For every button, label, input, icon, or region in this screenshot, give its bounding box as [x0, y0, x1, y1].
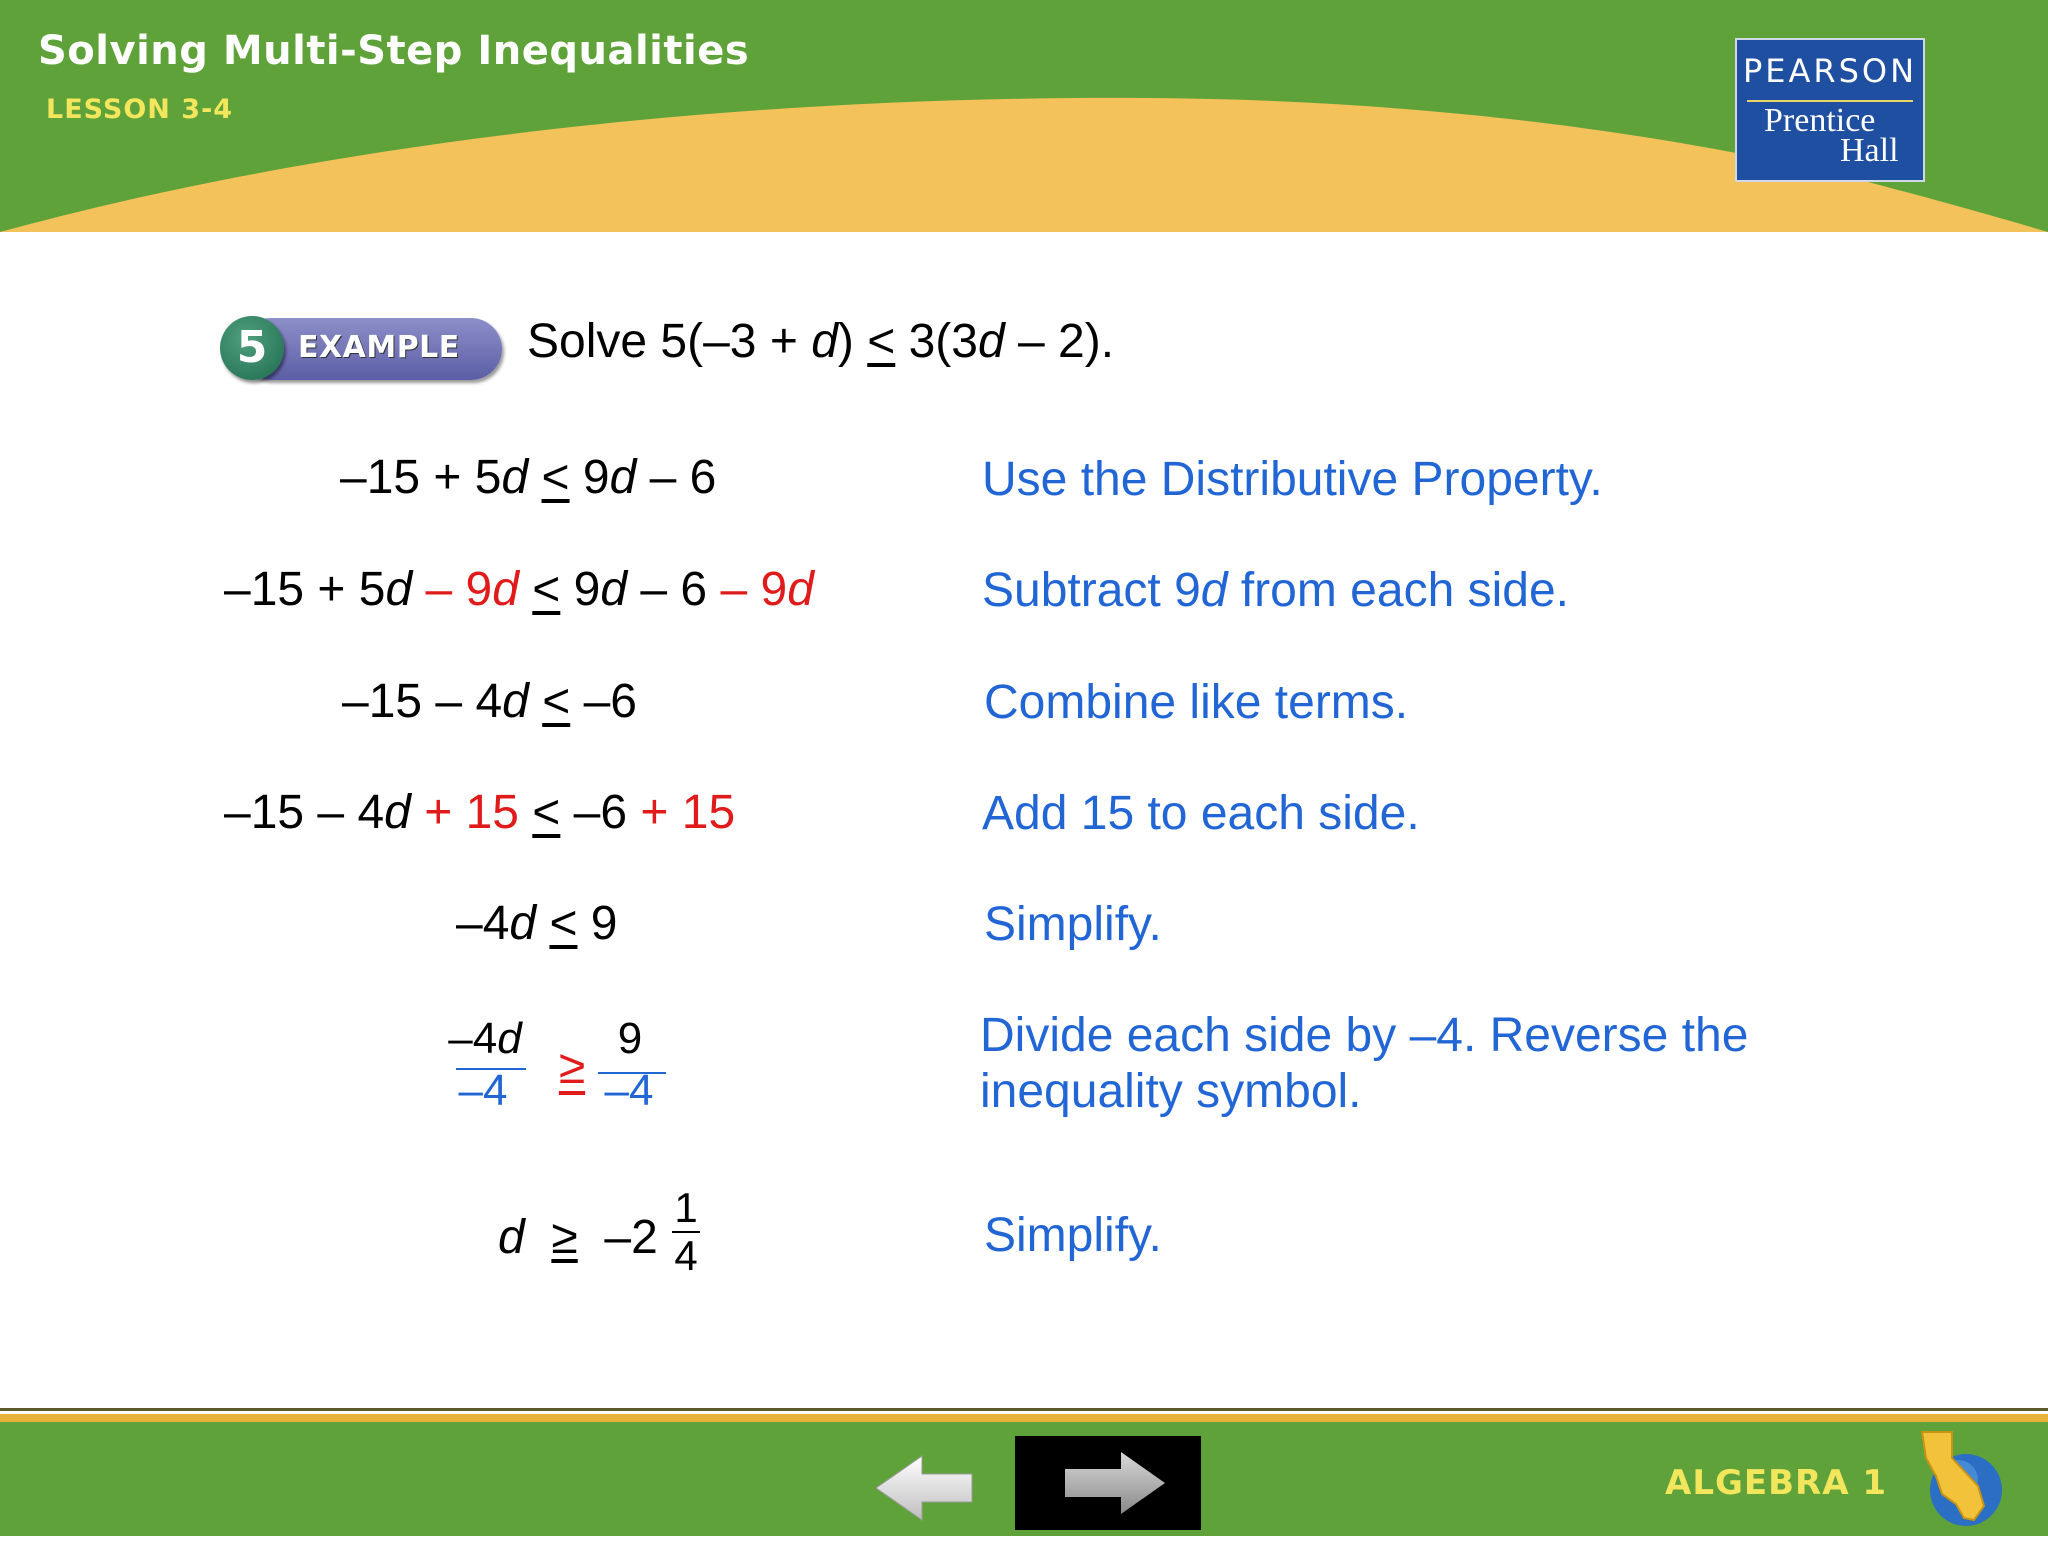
step-3-equation: –15 – 4d < –6: [342, 675, 637, 728]
step-4-equation: –15 – 4d + 15 < –6 + 15: [224, 786, 736, 839]
step-6-left-numerator: –4d: [448, 1014, 522, 1063]
step-6-right-numerator: 9: [617, 1014, 643, 1063]
step-6-right-denominator: –4: [604, 1066, 654, 1115]
greater-or-equal-symbol: ≥: [558, 1041, 586, 1094]
logo-pearson: PEARSON: [1742, 52, 1918, 90]
example-label: EXAMPLE: [298, 330, 460, 365]
step-7-fraction-numerator: 1: [674, 1184, 698, 1231]
next-button[interactable]: [1015, 1436, 1201, 1530]
less-or-equal-symbol: <: [542, 675, 571, 728]
subject-label: ALGEBRA 1: [1665, 1463, 1888, 1503]
back-button[interactable]: [872, 1452, 982, 1524]
lesson-number: LESSON 3-4: [46, 94, 234, 125]
step-2-equation: –15 + 5d – 9d < 9d – 6 – 9d: [224, 563, 814, 616]
left-arrow-icon: [872, 1452, 982, 1524]
publisher-logo: [1735, 38, 1925, 182]
less-or-equal-symbol: <: [532, 786, 561, 839]
step-2-explanation: Subtract 9d from each side.: [982, 564, 1569, 617]
step-6-left-denominator: –4: [458, 1066, 508, 1115]
less-or-equal-symbol: <: [532, 563, 561, 616]
problem-text: Solve 5(–3 +: [527, 315, 812, 368]
step-5-explanation: Simplify.: [984, 898, 1162, 951]
problem-variable: d: [977, 315, 1005, 368]
step-4-explanation: Add 15 to each side.: [982, 787, 1420, 840]
footer-divider: [0, 1408, 2048, 1411]
step-5-equation: –4d < 9: [456, 897, 618, 950]
problem-text: – 2).: [1004, 315, 1115, 368]
step-6-explanation: Divide each side by –4. Reverse the inequality symbol.: [980, 1009, 1749, 1118]
california-globe-icon: [1912, 1428, 2004, 1536]
step-7-explanation: Simplify.: [984, 1209, 1162, 1262]
header-banner: [0, 0, 2048, 232]
lesson-title: Solving Multi-Step Inequalities: [38, 28, 750, 74]
logo-hall: Hall: [1840, 132, 1899, 169]
logo-prentice: Prentice: [1764, 102, 1876, 139]
step-7-equation: d ≥ –2: [498, 1211, 658, 1264]
step-1-equation: –15 + 5d < 9d – 6: [340, 451, 717, 504]
problem-variable: d: [811, 315, 838, 368]
step-1-explanation: Use the Distributive Property.: [982, 453, 1603, 506]
problem-text: ): [837, 315, 868, 368]
footer-stripe: [0, 1414, 2048, 1422]
greater-or-equal-symbol: ≥: [551, 1211, 578, 1264]
less-or-equal-symbol: <: [541, 451, 570, 504]
problem-statement: [527, 314, 1114, 369]
problem-text: 3(3: [895, 315, 978, 368]
less-or-equal-symbol: <: [867, 315, 896, 368]
example-number: 5: [220, 316, 284, 380]
footer-bar: [0, 1408, 2048, 1536]
right-arrow-icon: [1015, 1436, 1201, 1530]
example-badge: [220, 316, 504, 384]
step-7-fraction-denominator: 4: [674, 1232, 698, 1279]
step-3-explanation: Combine like terms.: [984, 676, 1409, 729]
less-or-equal-symbol: <: [549, 897, 578, 950]
